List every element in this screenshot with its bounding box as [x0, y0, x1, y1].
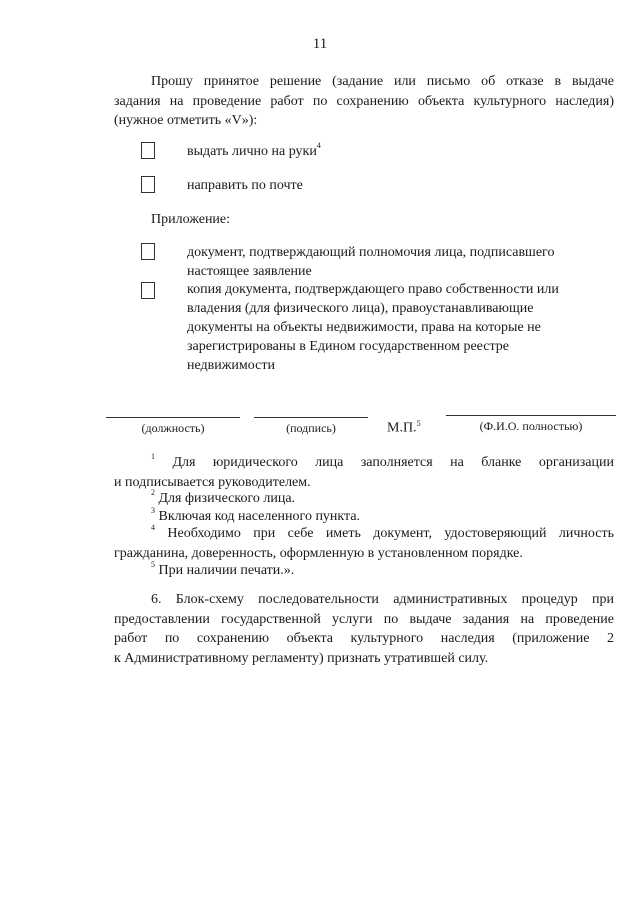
attachments-heading: Приложение: — [151, 212, 231, 227]
delivery-in-person-checkbox[interactable] — [141, 142, 155, 159]
request-line: задания на проведение работ по сохранению объекта культурного наследия) — [114, 93, 614, 109]
footnote-number: 3 — [151, 506, 155, 516]
delivery-by-mail-label: направить по почте — [187, 178, 303, 193]
footnote-4 — [114, 524, 614, 563]
stamp-placeholder — [387, 419, 421, 437]
attachment-line: владения (для физического лица), правоустанавливающие — [187, 301, 534, 316]
footnote-text: Для физического лица. — [158, 491, 296, 506]
footnote-ref-5: 5 — [416, 419, 421, 428]
full-name-caption: (Ф.И.О. полностью) — [479, 419, 583, 433]
closing-line: 6. Блок-схему последовательности административных процедур при — [151, 592, 614, 607]
footnote-1 — [114, 453, 614, 492]
delivery-by-mail-checkbox[interactable] — [141, 176, 155, 193]
full-name-line[interactable] — [446, 415, 616, 416]
footnote-text: При наличии печати.». — [158, 563, 295, 578]
position-caption: (должность) — [141, 421, 205, 435]
signature-caption: (подпись) — [286, 421, 336, 435]
attachment-line: копия документа, подтверждающего право собственности или — [187, 282, 559, 297]
footnote-line: и подписывается руководителем. — [114, 474, 311, 490]
attachment-line: документы на объекты недвижимости, права на которые не — [187, 320, 541, 335]
footnote-line — [114, 524, 614, 544]
footnote-text: Включая код населенного пункта. — [158, 509, 361, 524]
closing-line: предоставлении государственной услуги по выдаче задания на проведение — [114, 611, 614, 627]
attachment-authority-checkbox[interactable] — [141, 243, 155, 260]
attachment-line: настоящее заявление — [187, 264, 312, 279]
closing-paragraph — [114, 590, 614, 668]
delivery-in-person-label — [187, 142, 321, 161]
request-line: Прошу принятое решение (задание или письмо об отказе в выдаче — [151, 74, 614, 89]
footnote-5 — [151, 561, 294, 581]
request-paragraph — [114, 72, 614, 131]
attachment-line: зарегистрированы в Едином государственном реестре — [187, 339, 509, 354]
footnote-number: 1 — [151, 452, 155, 462]
page-number: 11 — [312, 36, 328, 52]
closing-line: работ по сохранению объекта культурного наследия (приложение 2 — [114, 631, 614, 646]
footnote-line — [114, 453, 614, 473]
attachment-ownership-label — [187, 280, 587, 375]
attachment-line: недвижимости — [187, 358, 275, 373]
request-line: (нужное отметить «V»): — [114, 113, 258, 128]
closing-line: к Административному регламенту) признать утратившей силу. — [114, 650, 489, 666]
footnote-line: гражданина, доверенность, оформленную в установленном порядке. — [114, 545, 523, 561]
position-line[interactable] — [106, 417, 240, 418]
delivery-in-person-text: выдать лично на руки — [187, 144, 317, 159]
stamp-text: М.П. — [387, 420, 417, 436]
footnote-number: 2 — [151, 488, 155, 498]
attachment-ownership-checkbox[interactable] — [141, 282, 155, 299]
signature-line[interactable] — [254, 417, 368, 418]
attachment-line: документ, подтверждающий полномочия лица, подписавшего — [187, 245, 555, 260]
footnote-text: Для юридического лица заполняется на бланке организации — [172, 455, 614, 470]
footnote-text: Необходимо при себе иметь документ, удостоверяющий личность — [167, 526, 614, 541]
footnote-ref-4: 4 — [316, 141, 321, 151]
attachment-authority-label — [187, 243, 587, 281]
footnote-2 — [151, 489, 295, 509]
footnote-number: 5 — [151, 560, 155, 570]
footnote-number: 4 — [151, 523, 155, 533]
